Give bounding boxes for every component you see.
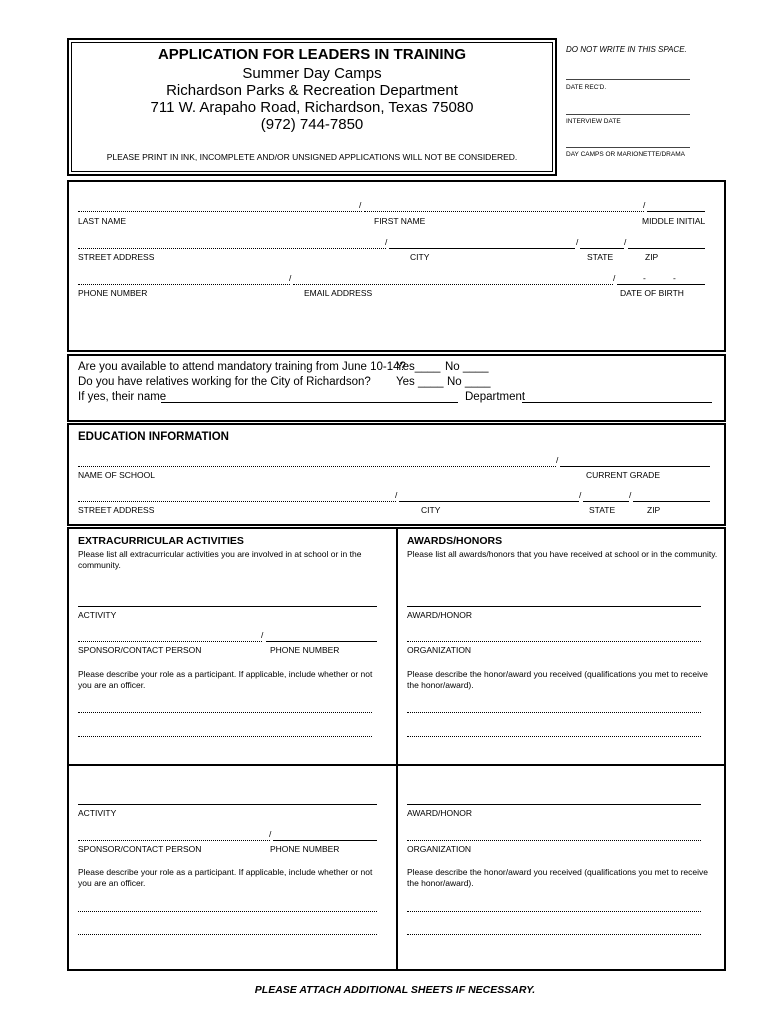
- first-name-field[interactable]: [364, 211, 644, 212]
- last-name-label: LAST NAME: [78, 216, 127, 226]
- school-city-field[interactable]: [399, 501, 579, 502]
- awards-title: AWARDS/HONORS: [407, 535, 503, 547]
- activities-title: EXTRACURRICULAR ACTIVITIES: [78, 535, 244, 547]
- award-label-1: AWARD/HONOR: [407, 610, 473, 620]
- relative-name-label: If yes, their name: [78, 391, 167, 403]
- school-zip-field[interactable]: [633, 501, 710, 502]
- slash-5: /: [624, 237, 627, 247]
- slash-13: /: [269, 829, 272, 839]
- header-line-4: (972) 744-7850: [260, 116, 364, 133]
- personal-info-box: [67, 180, 726, 352]
- relative-name-field[interactable]: [161, 402, 458, 403]
- slash-4: /: [576, 237, 579, 247]
- slash-1: /: [359, 200, 362, 210]
- relatives-yes[interactable]: Yes ____: [396, 376, 444, 388]
- slash-3: /: [385, 237, 388, 247]
- award-label-2: AWARD/HONOR: [407, 808, 473, 818]
- sponsor-phone-label-2: PHONE NUMBER: [270, 844, 340, 854]
- program-label: DAY CAMPS OR MARIONETTE/DRAMA: [566, 151, 685, 158]
- activity-describe-2: Please describe your role as a participant. If applicable, include whether or not you are an officer.: [78, 867, 373, 888]
- row-divider: [67, 764, 726, 766]
- phone-label: PHONE NUMBER: [78, 288, 148, 298]
- state-label: STATE: [587, 252, 614, 262]
- activity-label-1: ACTIVITY: [78, 610, 117, 620]
- slash-6: /: [289, 273, 292, 283]
- award-describe-line-2a[interactable]: [407, 911, 701, 912]
- middle-initial-label: MIDDLE INITIAL: [642, 216, 706, 226]
- school-state-label: STATE: [589, 505, 616, 515]
- header-line-2: Richardson Parks & Recreation Department: [166, 82, 458, 99]
- department-field[interactable]: [522, 402, 712, 403]
- office-use-title: DO NOT WRITE IN THIS SPACE.: [566, 45, 687, 54]
- slash-10: /: [579, 490, 582, 500]
- program-line[interactable]: [566, 147, 690, 148]
- interview-date-label: INTERVIEW DATE: [566, 118, 621, 125]
- city-label: CITY: [410, 252, 430, 262]
- award-describe-line-1a[interactable]: [407, 712, 701, 713]
- street-address-label: STREET ADDRESS: [78, 252, 155, 262]
- activity-describe-1: Please describe your role as a participant. If applicable, include whether or not you are an officer.: [78, 669, 373, 690]
- award-describe-line-2b[interactable]: [407, 934, 701, 935]
- zip-field[interactable]: [628, 248, 705, 249]
- school-state-field[interactable]: [583, 501, 629, 502]
- award-field-1[interactable]: [407, 606, 701, 607]
- organization-label-2: ORGANIZATION: [407, 844, 472, 854]
- awards-instructions: Please list all awards/honors that you have received at school or in the community.: [407, 549, 718, 559]
- date-received-label: DATE REC'D.: [566, 84, 607, 91]
- dob-sep-2: -: [673, 273, 676, 283]
- column-divider: [396, 527, 398, 971]
- last-name-field[interactable]: [78, 211, 362, 212]
- header-line-1: Summer Day Camps: [242, 65, 382, 82]
- school-name-field[interactable]: [78, 466, 556, 467]
- training-question: Are you available to attend mandatory training from June 10-14?: [78, 361, 406, 373]
- sponsor-phone-field-1[interactable]: [266, 641, 377, 642]
- award-describe-2: Please describe the honor/award you received (qualifications you met to receive the honor/award).: [407, 867, 708, 888]
- relatives-no[interactable]: No ____: [447, 376, 491, 388]
- school-city-label: CITY: [421, 505, 441, 515]
- slash-9: /: [395, 490, 398, 500]
- education-title: EDUCATION INFORMATION: [78, 431, 229, 443]
- sponsor-phone-field-2[interactable]: [273, 840, 377, 841]
- award-field-2[interactable]: [407, 804, 701, 805]
- activity-field-2[interactable]: [78, 804, 377, 805]
- activity-field-1[interactable]: [78, 606, 377, 607]
- activity-describe-line-1b[interactable]: [78, 736, 372, 737]
- current-grade-field[interactable]: [560, 466, 710, 467]
- footer-note: PLEASE ATTACH ADDITIONAL SHEETS IF NECESSARY.: [254, 984, 536, 996]
- dob-sep-1: -: [643, 273, 646, 283]
- dob-field[interactable]: [617, 284, 705, 285]
- sponsor-field-2[interactable]: [78, 840, 270, 841]
- city-field[interactable]: [389, 248, 575, 249]
- relatives-question: Do you have relatives working for the City of Richardson?: [78, 376, 371, 388]
- sponsor-phone-label-1: PHONE NUMBER: [270, 645, 340, 655]
- dob-label: DATE OF BIRTH: [620, 288, 684, 298]
- email-label: EMAIL ADDRESS: [304, 288, 373, 298]
- slash-7: /: [613, 273, 616, 283]
- training-no[interactable]: No ____: [445, 361, 489, 373]
- zip-label: ZIP: [645, 252, 659, 262]
- phone-field[interactable]: [78, 284, 290, 285]
- activity-label-2: ACTIVITY: [78, 808, 117, 818]
- current-grade-label: CURRENT GRADE: [586, 470, 660, 480]
- middle-initial-field[interactable]: [647, 211, 705, 212]
- sponsor-label-2: SPONSOR/CONTACT PERSON: [78, 844, 202, 854]
- award-describe-1: Please describe the honor/award you received (qualifications you met to receive the honor/award).: [407, 669, 708, 690]
- sponsor-field-1[interactable]: [78, 641, 262, 642]
- award-describe-line-1b[interactable]: [407, 736, 701, 737]
- email-field[interactable]: [293, 284, 613, 285]
- activity-describe-line-1a[interactable]: [78, 712, 372, 713]
- state-field[interactable]: [580, 248, 624, 249]
- activity-describe-line-2b[interactable]: [78, 934, 377, 935]
- slash-11: /: [629, 490, 632, 500]
- organization-field-2[interactable]: [407, 840, 701, 841]
- first-name-label: FIRST NAME: [374, 216, 426, 226]
- activity-describe-line-2a[interactable]: [78, 911, 377, 912]
- form-title: APPLICATION FOR LEADERS IN TRAINING: [157, 46, 467, 63]
- school-name-label: NAME OF SCHOOL: [78, 470, 155, 480]
- organization-field-1[interactable]: [407, 641, 701, 642]
- slash-8: /: [556, 455, 559, 465]
- interview-date-line[interactable]: [566, 114, 690, 115]
- school-street-label: STREET ADDRESS: [78, 505, 155, 515]
- slash-12: /: [261, 630, 264, 640]
- sponsor-label-1: SPONSOR/CONTACT PERSON: [78, 645, 202, 655]
- school-zip-label: ZIP: [647, 505, 661, 515]
- header-line-3: 711 W. Arapaho Road, Richardson, Texas 75080: [150, 99, 474, 116]
- date-received-line[interactable]: [566, 79, 690, 80]
- slash-2: /: [643, 200, 646, 210]
- ink-notice: PLEASE PRINT IN INK, INCOMPLETE AND/OR UNSIGNED APPLICATIONS WILL NOT BE CONSIDERED.: [106, 152, 518, 162]
- school-street-field[interactable]: [78, 501, 396, 502]
- street-address-field[interactable]: [78, 248, 386, 249]
- organization-label-1: ORGANIZATION: [407, 645, 472, 655]
- department-label: Department: [465, 391, 526, 403]
- activities-instructions: Please list all extracurricular activities you are involved in at school or in the community.: [78, 549, 362, 570]
- training-yes[interactable]: Yes____: [396, 361, 441, 373]
